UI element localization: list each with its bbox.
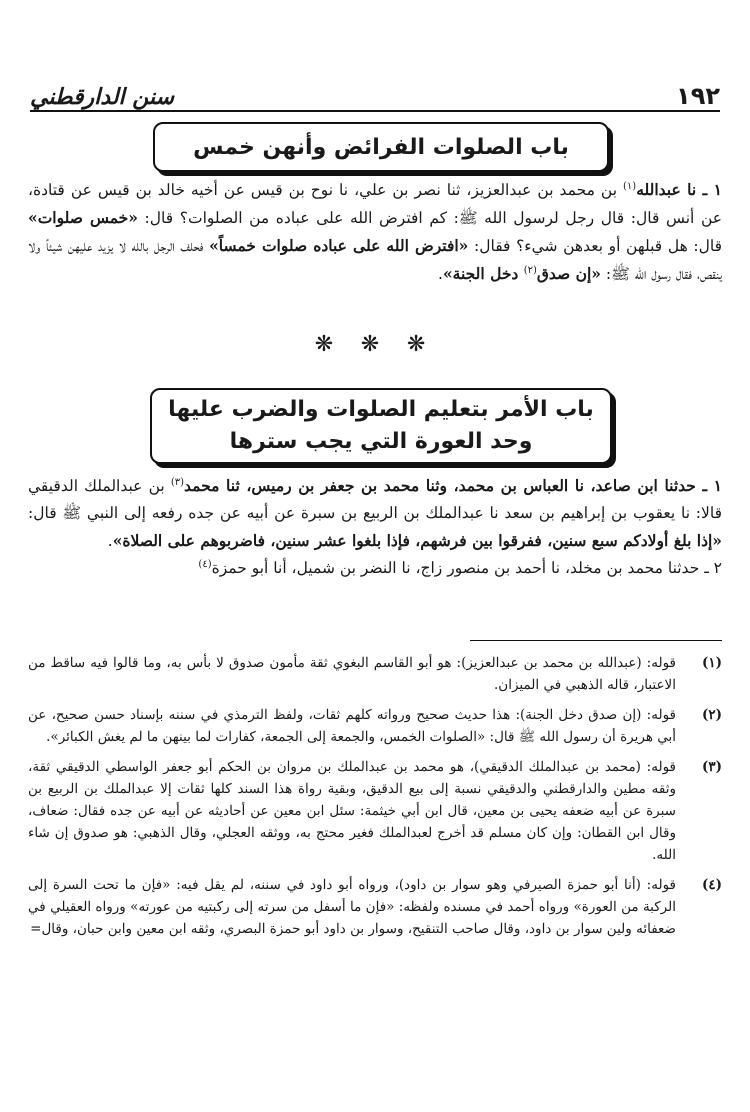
hadith-1-quote-d: دخل الجنة» xyxy=(442,264,524,283)
hadith-block-1 xyxy=(28,176,722,326)
page-header xyxy=(30,70,720,110)
footnote-number: (٢) xyxy=(701,707,722,723)
hadith-1-text-c: قال: هل قبلهن أو بعدهن شيء؟ فقال: xyxy=(468,237,722,255)
hadith-2-end: . xyxy=(107,532,113,550)
footnote-text: قوله: (محمد بن عبدالملك الدقيقي)، هو محمد بن عبدالملك بن مروان بن الحكم أبو جعفر الواسطي الدقيقي ثقة، وثقه مطين والدارقطني والدقيقي نسبة إلى بيع الدقيق، وبقية رواة هذا السند كلها ثقات إلا عبدالملك بن الربيع بن سبرة عن أبيه ضعفه يحيى بن معين، قال ابن أبي خيثمة: سئل ابن معين عن أحاديثه عن أبيه عن جده فقال: ضعاف، وقال ابن القطان: وإن كان مسلم قد أخرج لعبدالملك فغير محتج به، ووثقه العجلي، وقال الذهبي: هو صدوق إن شاء الله. xyxy=(28,759,676,863)
hadith-2-text-a: ١ ـ حدثنا ابن صاعد، نا العباس بن محمد، وثنا محمد بن جعفر بن رميس، ثنا محمد xyxy=(184,476,722,495)
footnote-number: (١) xyxy=(701,655,722,671)
hadith-1-end: . xyxy=(438,265,443,283)
hadith-2-quote: «إذا بلغ أولادكم سبع سنين، ففرقوا بين فرشهم، فإذا بلغوا عشر سنين، فاضربوهم على الصلاة» xyxy=(112,531,722,550)
footnote-rule xyxy=(470,640,722,641)
hadith-1-quote-b: «افترض الله على عباده صلوات خمساً» xyxy=(209,236,469,255)
hadith-1-text-b: بن محمد بن عبدالعزيز، ثنا نصر بن علي، نا نوح بن قيس عن أخيه خالد بن قيس عن قتادة، عن أنس قال: قال رجل لرسول الله ﷺ: كم افترض الله على عباده من الصلوات؟ قال: xyxy=(28,181,722,227)
hadith-block-2 xyxy=(28,472,722,622)
chapter-title-box-1 xyxy=(153,122,609,172)
footnote-text: قوله: (أنا أبو حمزة الصيرفي وهو سوار بن داود)، ورواه أبو داود في سننه، لم يقل فيه: «فإن ما تحت السرة إلى الركبة من العورة» ورواه أحمد في مسنده ولفظه: «فإن ما أسفل من سرته إلى ركبتيه من عورته» ورواه العقيلي في ضعفائه ولين سوار بن داود، وقال صاحب التنقيح، وسوار بن داود أبو حمزة البصري، وثقه ابن معين وابن حبان، وقال= xyxy=(28,877,676,937)
hadith-3-paragraph xyxy=(28,555,722,582)
chapter-title-2-line-2: وحد العورة التي يجب سترها xyxy=(229,429,533,454)
footnotes xyxy=(28,652,722,1102)
footnote-text: قوله: (عبدالله بن محمد بن عبدالعزيز): هو أبو القاسم البغوي ثقة مأمون صدوق لا بأس به، وما قالوا فيه ساقط من الاعتبار، قاله الذهبي في الميزان. xyxy=(28,655,676,693)
hadith-1-quote-c: «إن صدق xyxy=(536,264,601,283)
page-number: ١٩٢ xyxy=(676,82,720,110)
footnote-number: (٣) xyxy=(701,759,722,775)
footnote-number: (٤) xyxy=(701,877,722,893)
footnote xyxy=(28,704,722,748)
running-title: سنن الدارقطني xyxy=(30,84,175,110)
chapter-title-box-2 xyxy=(150,388,612,464)
footnote xyxy=(28,756,722,866)
chapter-title-2-line-1: باب الأمر بتعليم الصلوات والضرب عليها xyxy=(168,397,594,422)
chapter-title-1: باب الصلوات الفرائض وأنهن خمس xyxy=(193,134,569,160)
hadith-1-text-d: فحلف الرجل بالله لا يزيد عليهن شيئاً ولا ينقص، فقال رسول الله ﷺ: xyxy=(28,237,722,283)
hadith-1-paragraph xyxy=(28,176,722,288)
footnote xyxy=(28,874,722,940)
hadith-1-quote-a: «خمس صلوات» xyxy=(28,208,138,227)
hadith-2-paragraph xyxy=(28,472,722,555)
footnote-ref-4: (٤) xyxy=(198,558,212,570)
hadith-1-text-a: ١ ـ نا عبدالله xyxy=(636,180,722,199)
footnote-ref-2: (٢) xyxy=(523,264,537,276)
footnote-ref-3: (٣) xyxy=(170,476,185,488)
footnote-text: قوله: (إن صدق دخل الجنة): هذا حديث صحيح ورواته كلهم ثقات، ولفظ الترمذي في سننه بإسناد حسن صحيح، عن أبي هريرة أن رسول الله ﷺ قال: «الصلوات الخمس، والجمعة إلى الجمعة، كفارات لما بينهن ما لم يغش الكبائر». xyxy=(28,707,676,745)
hadith-3-text: ٢ ـ حدثنا محمد بن مخلد، نا أحمد بن منصور زاج، نا النضر بن شميل، أنا أبو حمزة xyxy=(211,559,722,577)
header-rule xyxy=(30,110,720,112)
footnote xyxy=(28,652,722,696)
hadith-2-text-b: بن عبدالملك الدقيقي قالا: نا يعقوب بن إبراهيم بن سعد نا عبدالملك بن الربيع بن سبرة عن أبيه عن جده رفعه إلى النبي ﷺ قال: xyxy=(28,477,722,522)
footnote-ref-1: (١) xyxy=(623,180,637,192)
section-separator: ❋ ❋ ❋ xyxy=(314,332,436,357)
